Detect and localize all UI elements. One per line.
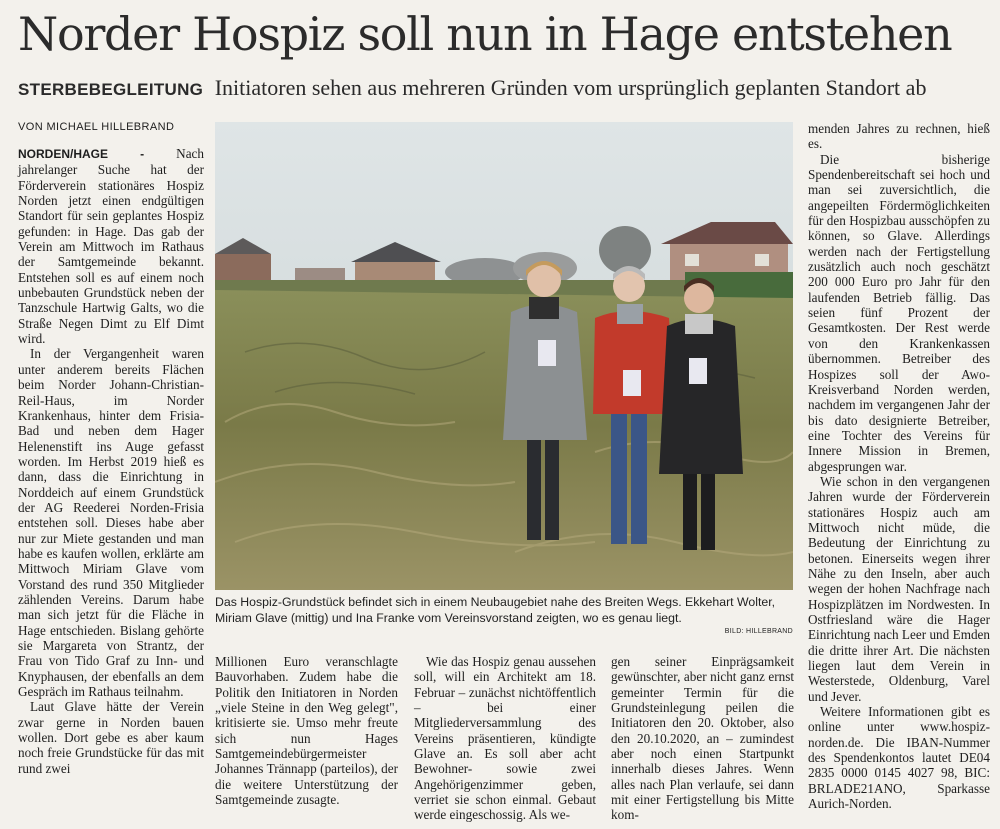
paragraph: menden Jahres zu rechnen, hieß es. — [808, 121, 990, 152]
headline: Norder Hospiz soll nun in Hage entstehen — [18, 7, 952, 61]
paragraph: Wie das Hospiz genau aussehen soll, will ein Architekt am 18. Februar – zunächst nichtöffentlich – bei einer Mitgliederversammlung des Vereins präsentieren, kündigte Glave an. Es soll aber acht Bewohner- sowie zwei Angehörigenzimmer geben, verriet sie schon einmal. Gebaut werde eingeschossig. Als we- — [414, 654, 596, 823]
article-photo — [215, 122, 793, 590]
paragraph: Laut Glave hätte der Verein zwar gerne in Norden bauen wollen. Dort gebe es aber kaum noch freie Grundstücke für das mit rund zwei — [18, 699, 204, 776]
paragraph: Weitere Informationen gibt es online unter www.hospiz-norden.de. Die IBAN-Nummer des Spendenkontos lautet DE04 2835 0000 0145 4027 98, BIC: BRLADE21ANO, Sparkasse Aurich-Norden. — [808, 704, 990, 812]
photo-caption: Das Hospiz-Grundstück befindet sich in einem Neubaugebiet nahe des Breiten Wegs. Ekkehart Wolter, Miriam Glave (mittig) und Ina Franke vom Vereinsvorstand zeigten, wo es genau liegt. — [215, 595, 776, 625]
paragraph: Millionen Euro veranschlagte Bauvorhaben. Zudem habe die Politik den Initiatoren in Norden „viele Steine in den Weg gelegt", kritisierte sie. Umso mehr freute sich nun Hages Samtgemeindebürgermeister Johannes Trännapp (parteilos), der die weitere Unterstützung der Samtgemeinde zusagte. — [215, 654, 398, 808]
text-column-2 — [215, 654, 398, 807]
paragraph-text: Nach jahrelanger Suche hat der Förderverein stationäres Hospiz Norden jetzt einen endgültigen Standort für sein geplantes Hospiz gefunden: in Hage. Das gab der Verein am Mittwoch im Rathaus der Samtgemeinde bekannt. Entstehen soll es auf einem noch unbebauten Grundstück neben der Tanzschule Hartwig Galts, wo die Straße Negen Dimt zu Elf Dimt wird. — [18, 146, 204, 347]
subheadline: Initiatoren sehen aus mehreren Gründen vom ursprünglich geplanten Standort ab — [214, 75, 927, 100]
text-column-4 — [611, 654, 794, 823]
text-column-3 — [414, 654, 596, 823]
photo-illustration — [215, 122, 793, 590]
paragraph: Die bisherige Spendenbereitschaft sei hoch und man sei zuversichtlich, die angepeilten Fördermöglichkeiten für den Hospizbau ausschöpfen zu können, so Glave. Allerdings werden nach der Fertigstellung zusätzlich auch noch geschätzt 200 000 Euro pro Jahr für den laufenden Betrieb fällig. Das seien fünf Prozent der Gesamtkosten. Der Rest werde von den Krankenkassen übernommen. Betreiber des Hospizes soll der Awo-Kreisverband Norden werden, nachdem im vergangenen Jahr der bis dato designierte Betreiber, eine Tochter des Vereins für Innere Mission in Bremen, abgesprungen war. — [808, 151, 990, 474]
byline: VON MICHAEL HILLEBRAND — [18, 121, 175, 133]
text-column-1 — [18, 146, 204, 776]
dateline: NORDEN/HAGE - — [18, 147, 145, 161]
paragraph: In der Vergangenheit waren unter anderem bereits Flächen beim Norder Johann-Christian-Reil-Haus, im Norder Krankenhaus, hinter dem Frisia-Bad und neben dem Hager Helenenstift ins Auge gefasst worden. Im Herbst 2019 hieß es dann, dass die Einrichtung in Norddeich auf einem Grundstück der AG Reederei Norden-Frisia entstehen soll. Dieses habe aber nur zur Miete gestanden und man habe es kaufen wollen, erklärte am Mittwoch Miriam Glave vom Vorstand des rund 350 Mitglieder zählenden Vereins. Darum habe man sich jetzt für die Fläche in Hage entschieden. Bislang gehörte sie Margareta von Strantz, der Frau von Tido Graf zu Inn- und Knyphausen, der ebenfalls an dem Gespräch im Rathaus teilnahm. — [18, 346, 204, 700]
photo-credit: BILD: HILLEBRAND — [724, 628, 793, 635]
subheadline-row — [18, 74, 988, 104]
paragraph: gen seiner Einprägsamkeit gewünschter, aber nicht ganz ernst gemeinter Termin für die Grundsteinlegung peilen die Initiatoren den 20. Oktober, also den 20.10.2020, an – zumindest aber noch einen Startpunkt innerhalb dieses Jahres. Wenn alles nach Plan verlaufe, sei dann mit einer Fertigstellung bis Mitte kom- — [611, 654, 794, 823]
text-column-5 — [808, 121, 990, 811]
paragraph: Wie schon in den vergangenen Jahren wurde der Förderverein stationäres Hospiz auch am Mittwoch nicht müde, die Bedeutung der Einrichtung zu betonen. Einerseits wegen ihrer Nähe zu den Inseln, aber auch wegen der hohen Nachfrage nach Hospizplätzen im Nordwesten. In Ostfriesland wäre die Hager Einrichtung nach Leer und Emden die dritte ihrer Art. Die nächsten liegen laut dem Verein in Westerstede, Oldenburg, Varel und Jever. — [808, 473, 990, 704]
kicker: STERBEBEGLEITUNG — [18, 80, 204, 99]
paragraph — [18, 146, 204, 346]
